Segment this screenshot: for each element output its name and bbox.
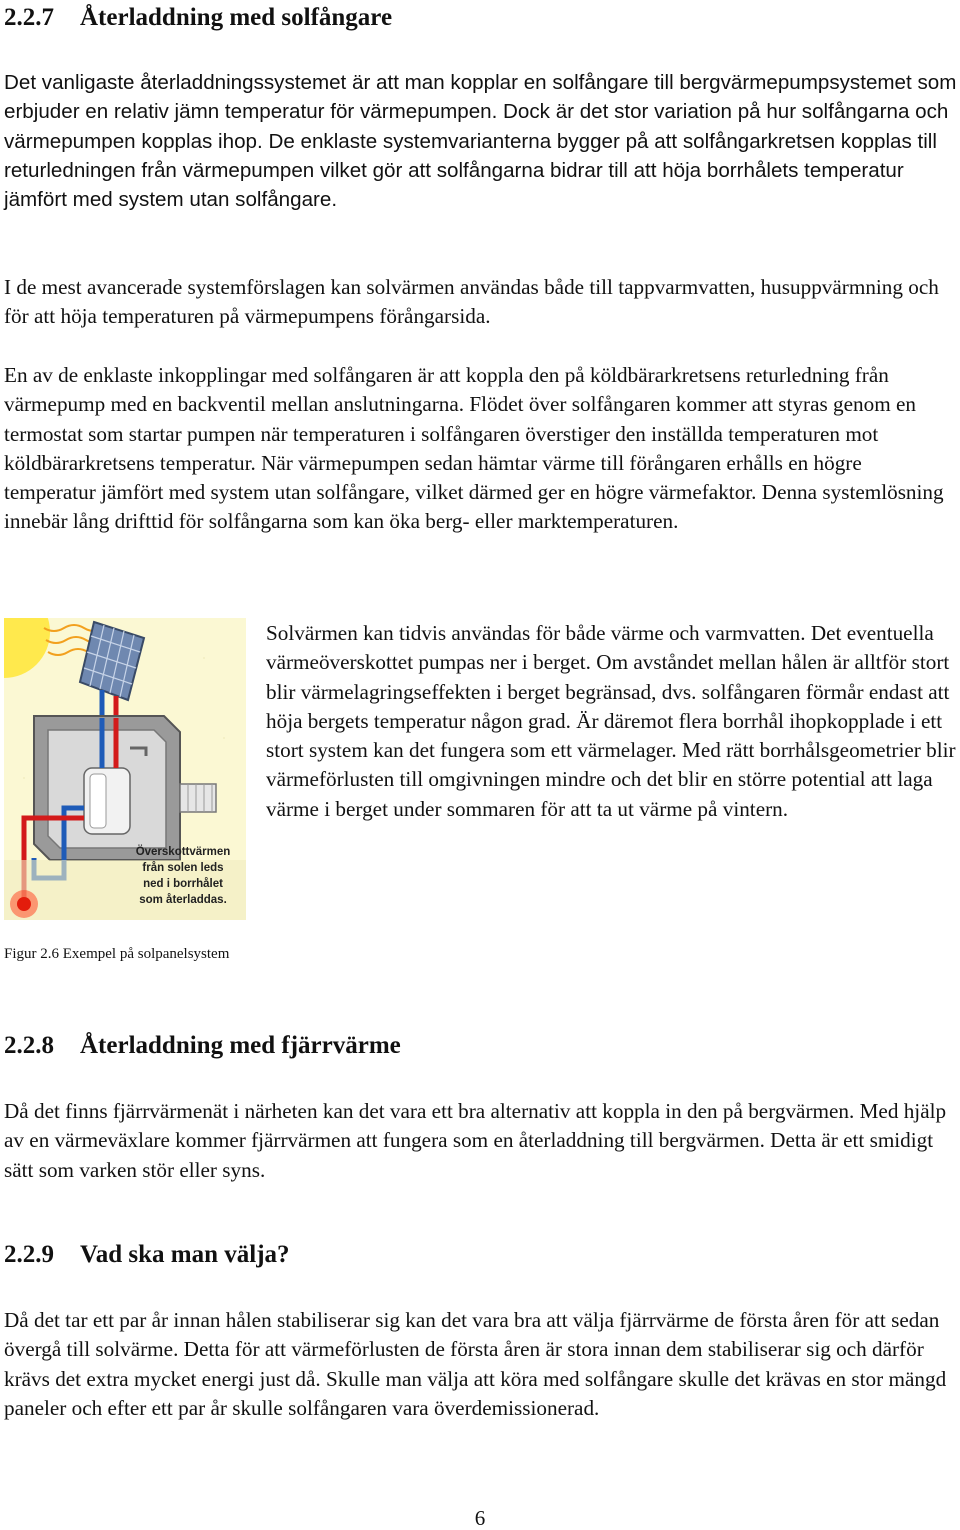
section-number: 2.2.8	[4, 1032, 54, 1059]
radiator-icon	[180, 784, 216, 812]
paragraph-simple-connection: En av de enklaste inkopplingar med solfångaren är att koppla den på köldbärarkretsens returledning från värmepump med en backventil mellan anslutningarna. Flödet över solfångaren kommer att styras genom en termostat som startar pumpen när temperaturen i solfångaren överstiger den inställda temperaturen mot köldbärarkretsens temperatur. När värmepumpen sedan hämtar värme till förångaren erhålls en högre temperatur jämfört med system utan solfångare, vilket därmed ger en högre värmefaktor. Denna systemlösning innebär lång drifttid för solfångarna som kan öka berg- eller marktemperaturen.	[4, 363, 944, 534]
section-number: 2.2.9	[4, 1241, 54, 1268]
section-title: Återladdning med solfångare	[80, 4, 393, 31]
paragraph-choice: Då det tar ett par år innan hålen stabiliserar sig kan det vara bra att välja fjärrvärme de första åren för att sedan övergå till solvärme. Detta för att värmeförlusten de första åren är stora innan dem stabiliserar sig och därför krävs det extra mycket energi just då. Skulle man välja att köra med solfångare skulle det krävas en stor mängd paneler och efter ett par år skulle solfångaren vara överdemissionerad.	[4, 1308, 947, 1420]
solar-system-figure	[4, 618, 246, 920]
section-heading-2-2-7	[4, 3, 392, 33]
figure-label-line: från solen leds	[142, 862, 224, 874]
figure-label-line: Överskottvärmen	[135, 846, 231, 858]
figure-label-line: ned i borrhålet	[143, 878, 223, 890]
figure-label-line: som återladdas.	[139, 894, 227, 906]
paragraph-intro: Det vanligaste återladdningssystemet är att man kopplar en solfångare till bergvärmepumpsystemet som erbjuder en relativ jämn temperatur för värmepumpen. Dock är det stor variation på hur solfångarna och värmepumpen kopplas ihop. De enklaste systemvarianterna bygger på att solfångarkretsen kopplas till returledningen från värmepumpen vilket gör att solfångarna bidrar till att höja borrhålets temperatur jämfört med system utan solfångare.	[4, 71, 957, 212]
page-number: 6	[474, 1506, 486, 1530]
paragraph-solar-heat-storage: Solvärmen kan tidvis användas för både värme och varmvatten. Det eventuella värmeöverskottet pumpas ner i berget. Om avståndet mellan hålen är alltför stort blir värmelagringseffekten i berget begränsad, dvs. solfångaren förmår endast att höja bergets temperatur någon grad. Är däremot flera borrhål ihopkopplade i ett stort system kan det fungera som ett värmelager. Med rätt borrhålsgeometrier blir värmeförlusten till omgivningen mindre och det blir en större potential att laga värme i berget under sommaren för att ta ut värme på vintern.	[266, 621, 956, 821]
figure-caption: Figur 2.6 Exempel på solpanelsystem	[4, 946, 230, 962]
paragraph-advanced-systems: I de mest avancerade systemförslagen kan solvärmen användas både till tappvarmvatten, husuppvärmning och för att höja temperaturen på värmepumpens förångarsida.	[4, 275, 939, 329]
section-title: Vad ska man välja?	[80, 1241, 290, 1268]
section-heading-2-2-9	[4, 1240, 290, 1270]
section-title: Återladdning med fjärrvärme	[80, 1032, 401, 1059]
section-heading-2-2-8	[4, 1031, 401, 1061]
figure-label	[120, 844, 246, 908]
section-number: 2.2.7	[4, 4, 54, 31]
paragraph-district-heating: Då det finns fjärrvärmenät i närheten kan det vara ett bra alternativ att koppla in den på bergvärmen. Med hjälp av en värmeväxlare kommer fjärrvärmen att fungera som en återladdning till bergvärmen. Detta är ett smidigt sätt som varken stör eller syns.	[4, 1099, 947, 1182]
